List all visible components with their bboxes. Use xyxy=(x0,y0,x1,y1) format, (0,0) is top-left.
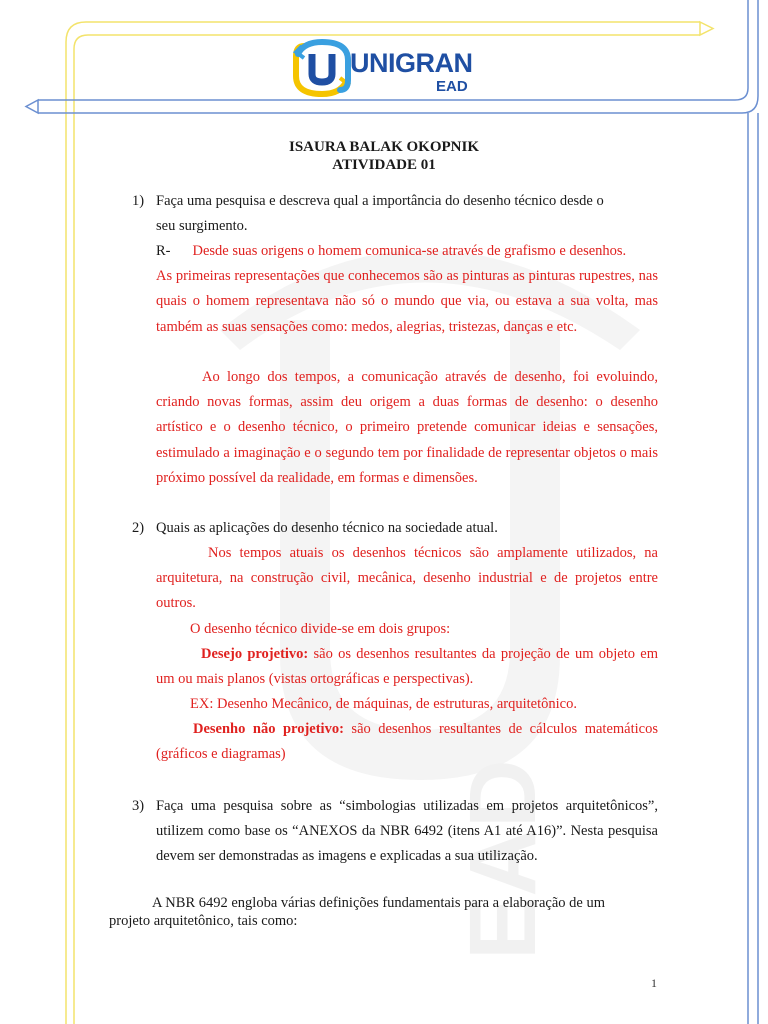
question-3-number: 3) xyxy=(132,798,145,814)
answer-label: R- xyxy=(156,243,171,259)
activity-title: ATIVIDADE 01 xyxy=(332,157,436,173)
page-number: 1 xyxy=(651,976,657,990)
answer-1-paragraph-1 xyxy=(156,239,658,340)
question-1-number: 1) xyxy=(132,193,145,209)
watermark-ead-text: EAD xyxy=(450,759,556,960)
answer-1-first-line xyxy=(156,239,658,264)
question-1-line-2: seu surgimento. xyxy=(156,218,248,235)
answer-2-paragraph-2: O desenho técnico divide-se em dois grupos: xyxy=(190,621,451,637)
answer-2-paragraph-5 xyxy=(156,717,658,767)
answer-3-line-1: A NBR 6492 engloba várias definições fundamentais para a elaboração de um xyxy=(152,895,605,911)
non-projective-term: Desenho não projetivo: xyxy=(193,721,344,737)
answer-1-line-1: Desde suas origens o homem comunica-se através de grafismo e desenhos. xyxy=(192,243,627,259)
question-2-number: 2) xyxy=(132,520,145,536)
non-projective-definition: são desenhos resultantes de cálculos matemáticos (gráficos e diagramas) xyxy=(156,721,658,763)
answer-3-line-2: projeto arquitetônico, tais como: xyxy=(109,913,298,929)
answer-1-paragraph-2: Ao longo dos tempos, a comunicação através de desenho, foi evoluindo, criando novas formas, assim deu origem a duas formas de desenho: o desenho artístico e o desenho técnico, o primeiro pretende comunicar ideias e sensações, estimulado a imaginação e o segundo tem por finalidade de representar objetos o mais próximo possível da realidade, em formas e dimensões. xyxy=(156,369,658,486)
logo-subtext: EAD xyxy=(436,78,468,95)
projective-term: Desejo projetivo: xyxy=(201,646,309,662)
question-2-text: Quais as aplicações do desenho técnico na sociedade atual. xyxy=(156,520,498,536)
answer-2-paragraph-3 xyxy=(156,642,658,692)
logo-text: UNIGRAN xyxy=(350,48,473,78)
question-1-line-1: Faça uma pesquisa e descreva qual a importância do desenho técnico desde o xyxy=(156,193,604,209)
logo-u-icon xyxy=(292,38,352,100)
author-name: ISAURA BALAK OKOPNIK xyxy=(288,139,480,155)
answer-1-rest: As primeiras representações que conhecemos são as pinturas as pinturas rupestres, nas quais o homem representava não só o mundo que via, ou estava a sua volta, mas também as suas sensações como: medos, alegrias, tristezas, danças e etc. xyxy=(156,268,658,335)
projective-definition: são os desenhos resultantes da projeção de um objeto em um ou mais planos (vistas ortográficas e perspectivas). xyxy=(156,646,658,688)
answer-2-paragraph-4: EX: Desenho Mecânico, de máquinas, de estruturas, arquitetônico. xyxy=(190,696,577,712)
question-3-text: Faça uma pesquisa sobre as “simbologias utilizadas em projetos arquitetônicos”, utilizem como base os “ANEXOS da NBR 6492 (itens A1 até A16)”. Nesta pesquisa devem ser demonstradas as imagens e explicadas a sua utilização. xyxy=(156,798,658,865)
question-1-text xyxy=(156,189,658,239)
answer-2-paragraph-1: Nos tempos atuais os desenhos técnicos são amplamente utilizados, na arquitetura, na construção civil, mecânica, desenho industrial e de projetos entre outros. xyxy=(156,545,658,612)
